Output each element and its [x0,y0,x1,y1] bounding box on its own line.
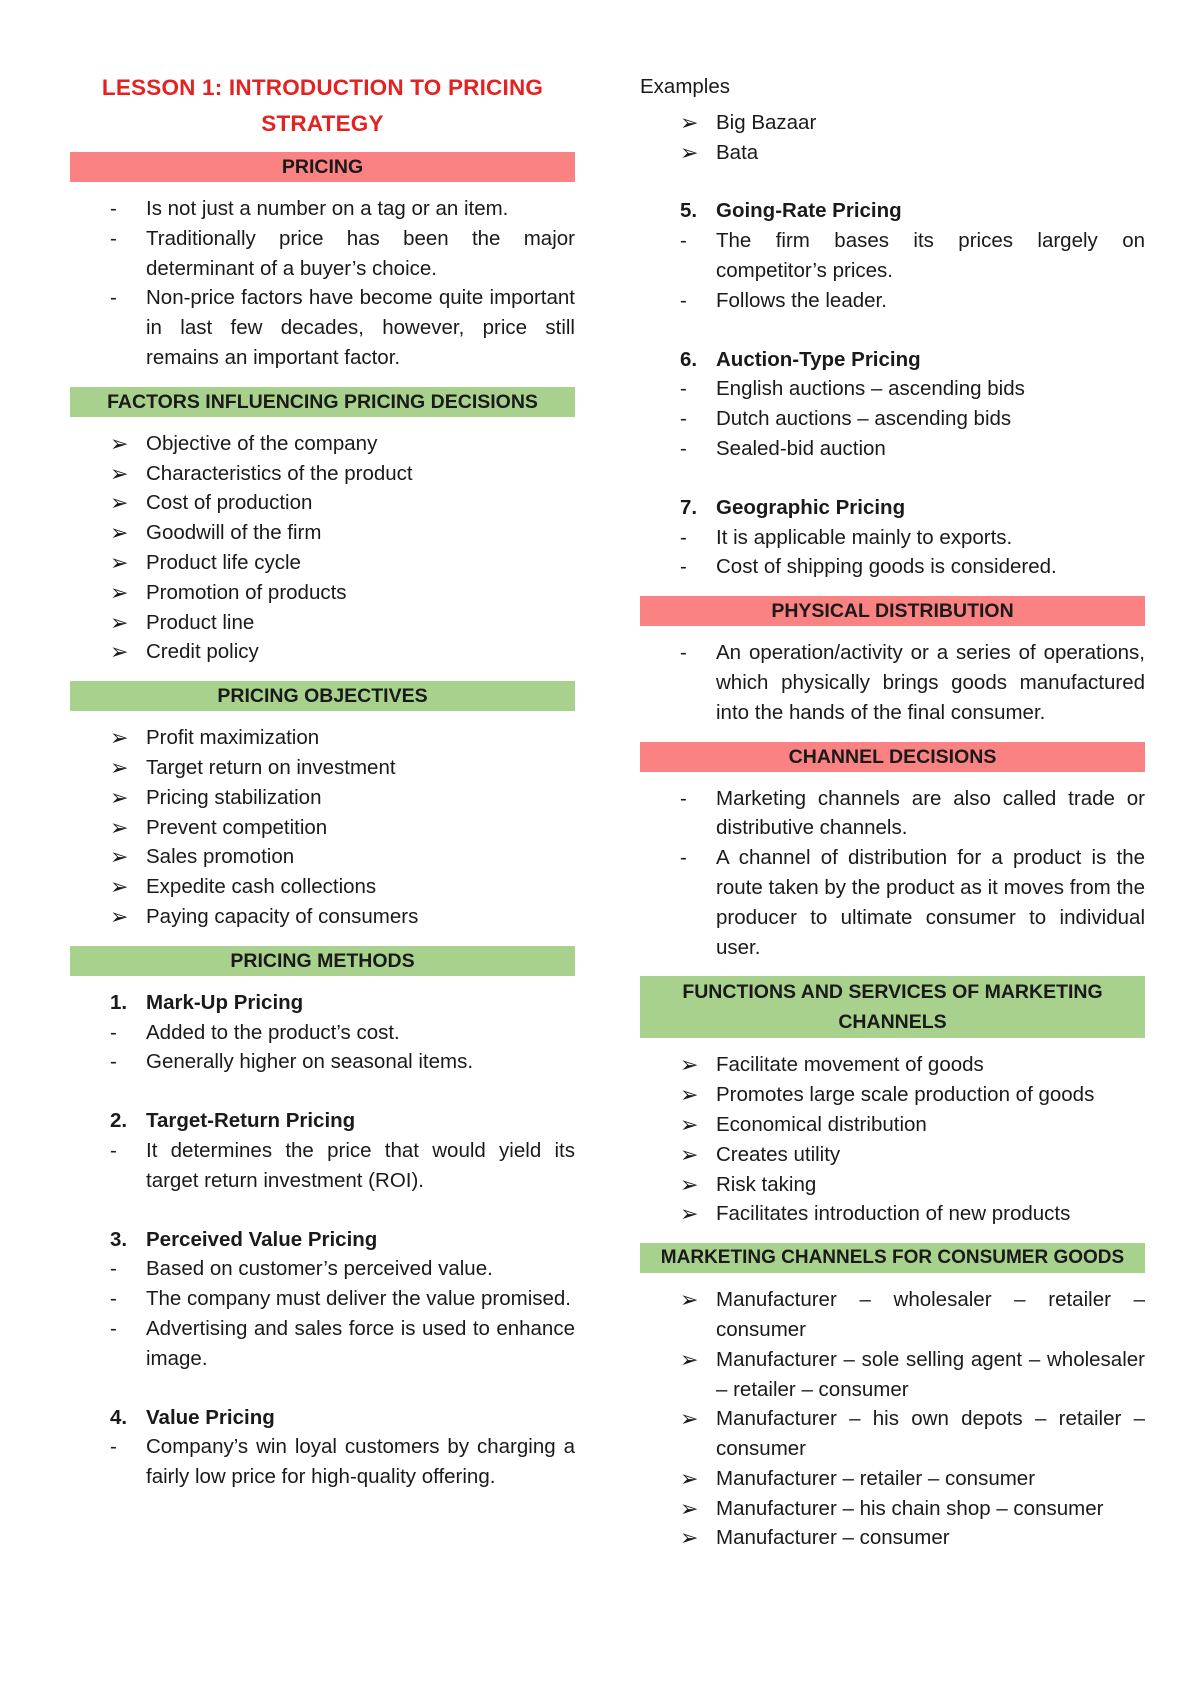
arrow-bullet-icon: ➢ [680,1111,699,1137]
list-item: - Advertising and sales force is used to enhance image. [70,1314,575,1374]
arrow-bullet-icon: ➢ [680,1495,699,1521]
method-title: 2. Target-Return Pricing [110,1109,356,1133]
list-item: ➢ Promotes large scale production of goods [640,1080,1145,1110]
list-item: ➢ Cost of production [70,488,575,518]
physical-distribution-list [640,638,1145,727]
list-item: - Added to the product’s cost. [70,1018,575,1048]
arrow-bullet-icon: ➢ [110,520,129,546]
list-item: ➢ Manufacturer – wholesaler – retailer – consumer [680,1287,1145,1341]
list-item: - An operation/activity or a series of operations, which physically brings goods manufactured into the hands of the final consumer. [640,638,1145,727]
arrow-bullet-icon: ➢ [110,639,129,665]
arrow-bullet-icon: ➢ [110,490,129,516]
arrow-bullet-icon: ➢ [680,1346,699,1372]
arrow-bullet-icon: ➢ [680,1406,699,1432]
method-title: 4. Value Pricing [110,1405,275,1429]
examples-label: Examples [640,75,731,98]
page-title: LESSON 1: INTRODUCTION TO PRICING STRATEGY [101,75,544,136]
list-item: ➢ Big Bazaar [640,108,1145,138]
consumer-goods-list [640,1285,1145,1553]
arrow-bullet-icon: ➢ [110,609,129,635]
list-item: ➢ Expedite cash collections [70,872,575,902]
section-heading-channel-decisions: CHANNEL DECISIONS [640,742,1145,772]
pricing-method-3 [70,1225,575,1374]
list-item: ➢ Sales promotion [70,842,575,872]
list-item: - It determines the price that would yield its target return investment (ROI). [70,1136,575,1196]
list-item: ➢ Creates utility [640,1140,1145,1170]
list-item: ➢ Manufacturer – sole selling agent – wholesaler – retailer – consumer [680,1346,1145,1401]
arrow-bullet-icon: ➢ [110,579,129,605]
list-item: ➢ Manufacturer – consumer [640,1523,1145,1553]
arrow-bullet-icon: ➢ [680,1287,699,1313]
section-heading-physical-distribution: PHYSICAL DISTRIBUTION [640,596,1145,626]
list-item: - Non-price factors have become quite important in last few decades, however, price still remains an important factor. [70,283,575,372]
list-item: ➢ Target return on investment [70,753,575,783]
examples-list [640,108,1145,168]
pricing-method-6 [640,345,1145,464]
list-item: - Cost of shipping goods is considered. [640,552,1145,582]
arrow-bullet-icon: ➢ [110,754,129,780]
list-item: ➢ Manufacturer – his chain shop – consumer [640,1494,1145,1524]
list-item: ➢ Product life cycle [70,548,575,578]
list-item: ➢ Manufacturer – his own depots – retailer – consumer [680,1406,1145,1461]
method-title: 7. Geographic Pricing [680,495,906,519]
pricing-method-5 [640,196,1145,315]
method-title: 6. Auction-Type Pricing [680,347,921,371]
list-item: ➢ Characteristics of the product [70,459,575,489]
list-item: ➢ Promotion of products [70,578,575,608]
list-item: ➢ Goodwill of the firm [70,518,575,548]
list-item: ➢ Objective of the company [70,429,575,459]
list-item: - Dutch auctions – ascending bids [640,404,1145,434]
list-item: - Company’s win loyal customers by charging a fairly low price for high-quality offering. [70,1432,575,1492]
list-item: ➢ Product line [70,608,575,638]
arrow-bullet-icon: ➢ [110,725,129,751]
channel-decisions-list [640,784,1145,963]
list-item: - Follows the leader. [640,286,1145,316]
pricing-method-1 [70,988,575,1077]
list-item: - A channel of distribution for a product is the route taken by the product as it moves from the producer to ultimate consumer to individual user. [640,843,1145,962]
arrow-bullet-icon: ➢ [680,109,699,135]
list-item: - English auctions – ascending bids [640,374,1145,404]
arrow-bullet-icon: ➢ [110,903,129,929]
list-item: - Is not just a number on a tag or an item. [70,194,575,224]
list-item: ➢ Facilitate movement of goods [640,1050,1145,1080]
arrow-bullet-icon: ➢ [110,430,129,456]
list-item: ➢ Paying capacity of consumers [70,902,575,932]
list-item: ➢ Economical distribution [640,1110,1145,1140]
list-item: - Based on customer’s perceived value. [70,1254,575,1284]
list-item: - Sealed-bid auction [640,434,1145,464]
arrow-bullet-icon: ➢ [680,139,699,165]
right-column [640,72,1145,1553]
arrow-bullet-icon: ➢ [680,1082,699,1108]
list-item: ➢ Manufacturer – retailer – consumer [640,1464,1145,1494]
list-item: ➢ Pricing stabilization [70,783,575,813]
pricing-method-2 [70,1106,575,1195]
arrow-bullet-icon: ➢ [110,874,129,900]
arrow-bullet-icon: ➢ [110,460,129,486]
method-title: 3. Perceived Value Pricing [110,1227,378,1251]
list-item: - It is applicable mainly to exports. [640,523,1145,553]
functions-list [640,1050,1145,1229]
arrow-bullet-icon: ➢ [110,844,129,870]
list-item: - Marketing channels are also called trade or distributive channels. [640,784,1145,844]
arrow-bullet-icon: ➢ [110,814,129,840]
method-title: 5. Going-Rate Pricing [680,199,902,223]
section-heading-pricing: PRICING [70,152,575,182]
section-heading-methods: PRICING METHODS [70,946,575,976]
section-heading-factors: FACTORS INFLUENCING PRICING DECISIONS [70,387,575,417]
list-item: - The firm bases its prices largely on competitor’s prices. [640,226,1145,286]
list-item: ➢ Prevent competition [70,813,575,843]
factors-list [70,429,575,667]
section-heading-objectives: PRICING OBJECTIVES [70,681,575,711]
arrow-bullet-icon: ➢ [680,1525,699,1551]
arrow-bullet-icon: ➢ [680,1171,699,1197]
arrow-bullet-icon: ➢ [680,1201,699,1227]
pricing-method-4 [70,1403,575,1492]
list-item: ➢ Profit maximization [70,723,575,753]
arrow-bullet-icon: ➢ [110,784,129,810]
method-title: 1. Mark-Up Pricing [110,990,304,1014]
list-item: - Traditionally price has been the major determinant of a buyer’s choice. [70,224,575,284]
list-item: ➢ Bata [640,138,1145,168]
list-item: ➢ Risk taking [640,1170,1145,1200]
section-heading-consumer-goods: MARKETING CHANNELS FOR CONSUMER GOODS [640,1243,1145,1273]
arrow-bullet-icon: ➢ [680,1052,699,1078]
arrow-bullet-icon: ➢ [680,1465,699,1491]
pricing-method-7 [640,493,1145,582]
arrow-bullet-icon: ➢ [110,549,129,575]
arrow-bullet-icon: ➢ [680,1141,699,1167]
section-heading-functions: FUNCTIONS AND SERVICES OF MARKETING CHANNELS [640,976,1145,1038]
list-item: - Generally higher on seasonal items. [70,1047,575,1077]
list-item: ➢ Facilitates introduction of new products [640,1199,1145,1229]
left-column [70,70,575,1521]
list-item: ➢ Credit policy [70,637,575,667]
pricing-list [70,194,575,373]
objectives-list [70,723,575,932]
list-item: - The company must deliver the value promised. [70,1284,575,1314]
